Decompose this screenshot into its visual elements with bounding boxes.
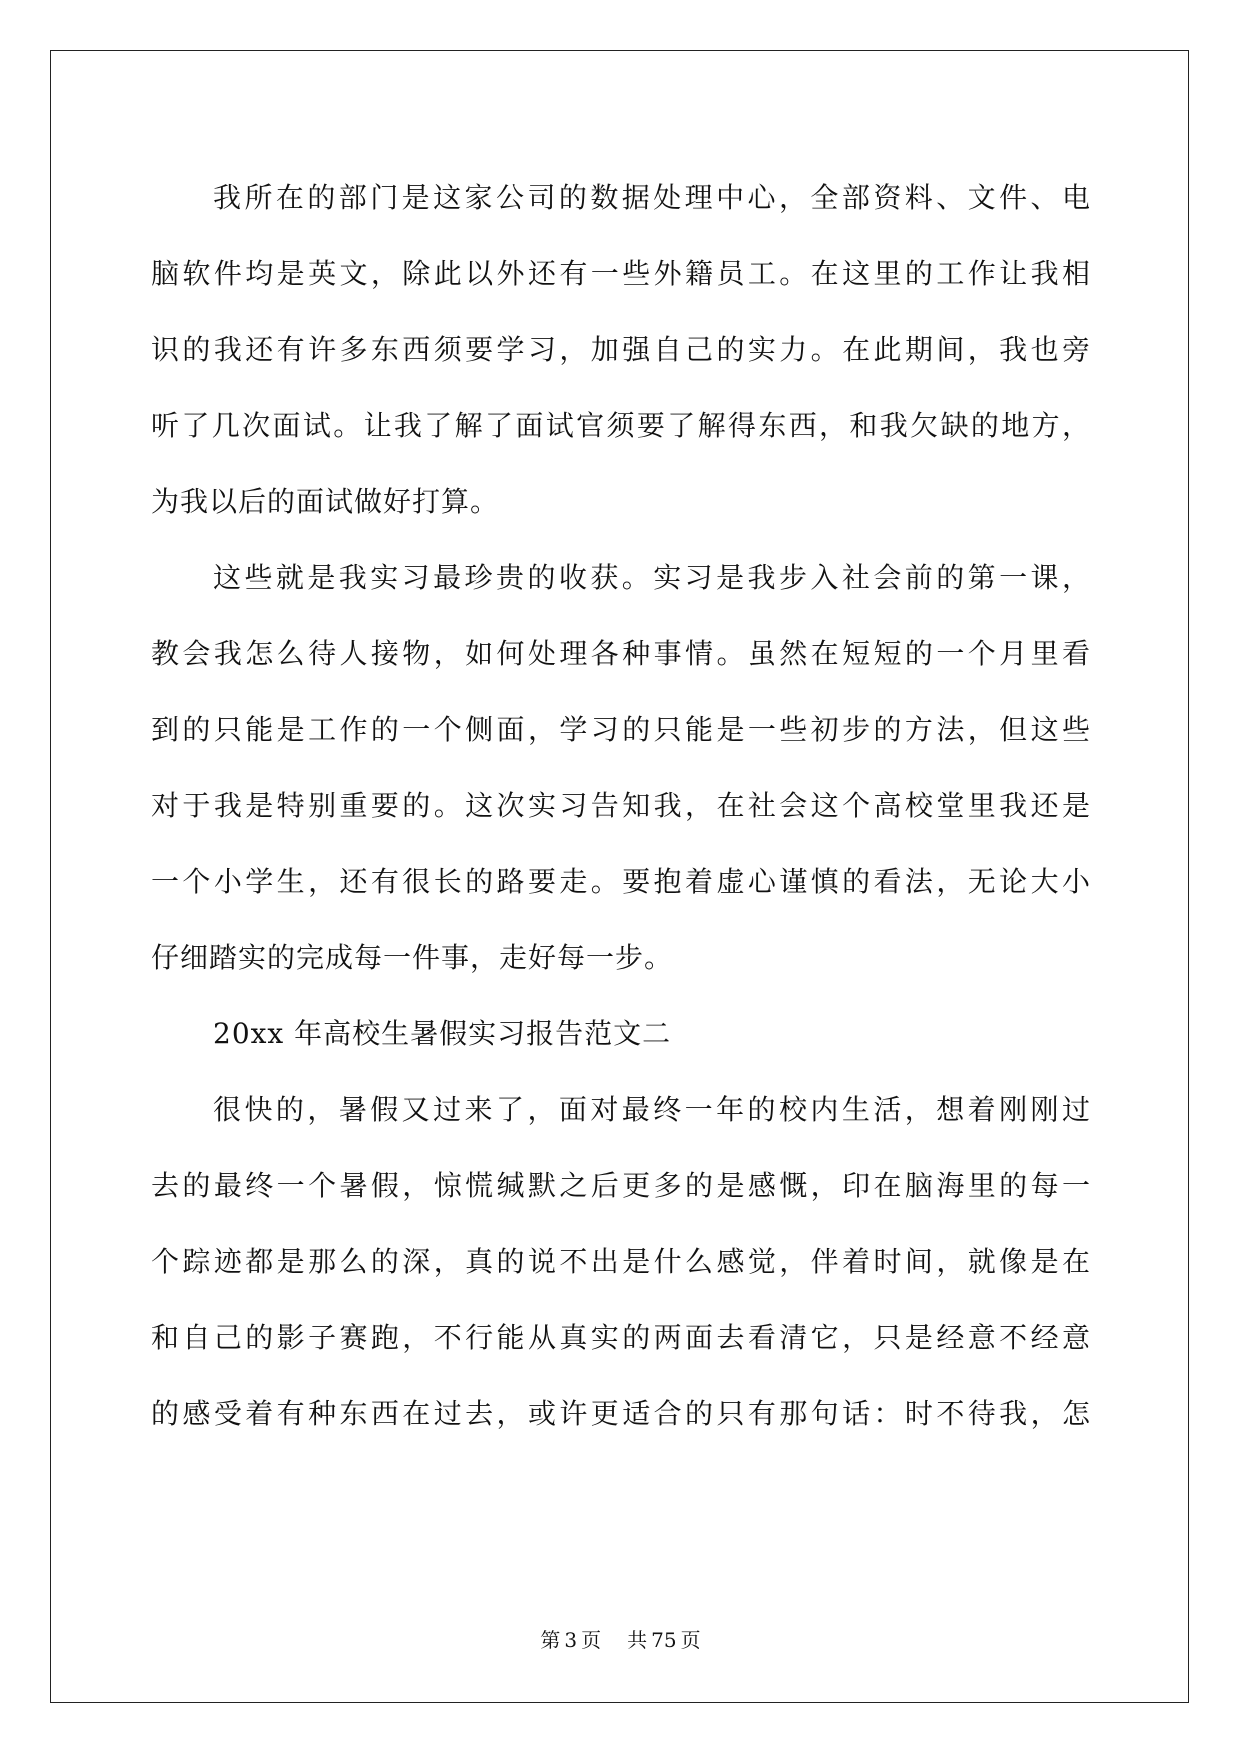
document-body — [151, 160, 1091, 1452]
text-line: 仔细踏实的完成每一件事，走好每一步。 — [151, 941, 674, 974]
text-line: 的感受着有种东西在过去，或许更适合的只有那句话：时不待我，怎 — [151, 1397, 1091, 1430]
page-number: 3 — [564, 1628, 578, 1652]
section-heading: 20xx 年高校生暑假实习报告范文二 — [213, 1017, 672, 1050]
text-line: 对于我是特别重要的。这次实习告知我，在社会这个高校堂里我还是 — [151, 789, 1091, 822]
text-line: 脑软件均是英文，除此以外还有一些外籍员工。在这里的工作让我相 — [151, 257, 1091, 290]
text-line: 听了几次面试。让我了解了面试官须要了解得东西，和我欠缺的地方， — [151, 409, 1091, 442]
page-prefix: 第 — [540, 1628, 561, 1652]
text-line: 一个小学生，还有很长的路要走。要抱着虚心谨慎的看法，无论大小 — [151, 865, 1091, 898]
text-line: 很快的，暑假又过来了，面对最终一年的校内生活，想着刚刚过 — [213, 1093, 1091, 1126]
text-line: 为我以后的面试做好打算。 — [151, 485, 500, 518]
paragraph-3 — [151, 1072, 1091, 1452]
paragraph-2 — [151, 540, 1091, 996]
page-footer — [0, 1624, 1241, 1653]
text-line: 教会我怎么待人接物，如何处理各种事情。虽然在短短的一个月里看 — [151, 637, 1091, 670]
total-number: 75 — [651, 1628, 677, 1652]
text-line: 个踪迹都是那么的深，真的说不出是什么感觉，伴着时间，就像是在 — [151, 1245, 1091, 1278]
text-line: 和自己的影子赛跑，不行能从真实的两面去看清它，只是经意不经意 — [151, 1321, 1091, 1354]
total-suffix: 页 — [680, 1628, 701, 1652]
text-line: 去的最终一个暑假，惊慌缄默之后更多的是感慨，印在脑海里的每一 — [151, 1169, 1091, 1202]
text-line: 我所在的部门是这家公司的数据处理中心，全部资料、文件、电 — [213, 181, 1091, 214]
total-prefix: 共 — [627, 1628, 648, 1652]
text-line: 识的我还有许多东西须要学习，加强自己的实力。在此期间，我也旁 — [151, 333, 1091, 366]
page-suffix: 页 — [581, 1628, 602, 1652]
paragraph-1 — [151, 160, 1091, 540]
text-line: 这些就是我实习最珍贵的收获。实习是我步入社会前的第一课， — [213, 561, 1091, 594]
text-line: 到的只能是工作的一个侧面，学习的只能是一些初步的方法，但这些 — [151, 713, 1091, 746]
